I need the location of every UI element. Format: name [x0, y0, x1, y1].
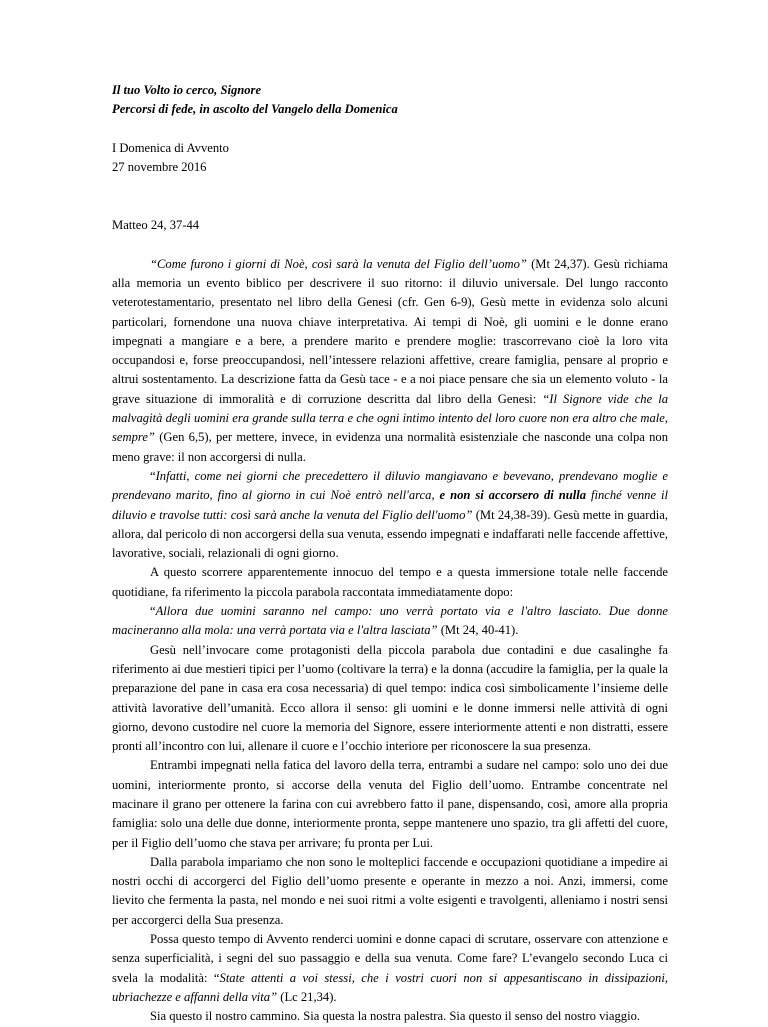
open-quote: “	[150, 604, 156, 619]
paragraph-6: Entrambi impegnati nella fatica del lavoro della terra, entrambi a sudare nel campo: solo uno dei due uomini, interiormente pronto, si accorse della venuta del Figlio dell’uomo. Entrambe concentrate nel macinare il grano per ottenere la farina con cui avrebbero fatto il pane, dispensando, così, amore alla propria famiglia: solo una delle due donne, interiormente pronta, seppe mantenere uno spazio, tra gli affetti del cuore, per il Figlio dell’uomo che stava per arrivare; fu pronta per Lui.	[112, 758, 668, 850]
paragraph-5: Gesù nell’invocare come protagonisti della piccola parabola due contadini e due casalinghe fa riferimento ai due mestieri tipici per l’uomo (coltivare la terra) e la donna (accudire la famiglia, per la quale la preparazione del pane in casa era cosa necessaria) di quel tempo: indica così simbolicamente l’insieme delle attività lavorative dell’umanità. Ecco allora il senso: gli uomini e le donne immersi nelle attività di ogni giorno, devono custodire nel cuore la memoria del Signore, essere interiormente attenti e non distratti, essere pronti all’incontro con lui, allenare il cuore e l’occhio interiore per riconoscere la sua presenza.	[112, 642, 668, 754]
paragraph-text: (Gen 6,5), per mettere, invece, in evidenza una normalità esistenziale che nasconde una colpa non meno grave: il non accorgersi di nulla.	[112, 430, 668, 464]
document-header	[112, 81, 668, 255]
series-subtitle: Percorsi di fede, in ascolto del Vangelo della Domenica	[112, 102, 398, 117]
gospel-quote: finché venne il diluvio e travolse tutti: così sarà anche la venuta del Figlio dell'uomo”	[112, 488, 668, 522]
genesis-quote: “Il Signore vide che la malvagità degli uomini era grande sulla terra e che ogni intimo intento del loro cuore non era altro che male, sempre”	[112, 391, 668, 445]
liturgical-occasion: I Domenica di Avvento	[112, 140, 229, 155]
emphasis-text: e non si accorsero di nulla	[439, 488, 587, 503]
paragraph-7: Dalla parabola impariamo che non sono le molteplici faccende e occupazioni quotidiane a impedire ai nostri occhi di accorgerci del Figlio dell’uomo presente e operante in mezzo a noi. Anzi, immersi, come lievito che fermenta la pasta, nel mondo e nei suoi ritmi a volte esigenti e travolgenti, alleniamo i nostri sensi per accorgerci della Sua presenza.	[112, 854, 668, 927]
verse-reference: (Lc 21,34).	[277, 989, 337, 1004]
paragraph-9: Sia questo il nostro cammino. Sia questa la nostra palestra. Sia questo il senso del nostro viaggio.	[150, 1009, 641, 1024]
document-body	[112, 255, 668, 1027]
verse-reference: (Mt 24,37).	[526, 256, 594, 271]
gospel-passage: Matteo 24, 37-44	[112, 218, 200, 233]
paragraph-2	[112, 467, 668, 563]
paragraph-text: Possa questo tempo di Avvento renderci uomini e donne capaci di scrutare, osservare con attenzione e senza superficialità, i segni del suo passaggio e della sua venuta. Come fare? L’evangelo secondo Luca ci svela la modalità:	[112, 932, 668, 985]
series-title: Il tuo Volto io cerco, Signore	[112, 83, 262, 97]
document-page	[112, 81, 668, 1027]
open-quote: “	[150, 468, 156, 483]
paragraph-1	[112, 255, 668, 467]
gospel-quote: Infatti, come nei giorni che precedettero il diluvio mangiavano e bevevano, prendevano moglie e prendevano marito, fino al giorno in cui Noè entrò nell'arca,	[112, 468, 668, 503]
gospel-quote: Allora due uomini saranno nel campo: uno verrà portato via e l'altro lasciato. Due donne macineranno alla mola: una verrà portata via e l'altra lasciata”	[112, 604, 668, 638]
verse-reference: (Mt 24, 40-41).	[437, 623, 519, 638]
gospel-quote: “Come furono i giorni di Noè, così sarà la venuta del Figlio dell’uomo”	[150, 256, 527, 271]
open-quote: “	[213, 970, 220, 985]
paragraph-3: A questo scorrere apparentemente innocuo del tempo e a questa immersione totale nelle faccende quotidiane, fa riferimento la piccola parabola raccontata immediatamente dopo:	[112, 565, 668, 599]
gospel-quote: State attenti a voi stessi, che i vostri cuori non si appesantiscano in dissipazioni, ubriachezze e affanni della vita”	[112, 970, 668, 1004]
paragraph-text: Gesù richiama alla memoria un evento biblico per descrivere il suo ritorno: il diluvio universale. Del lungo racconto veterotestamentario, presentato nel libro della Genesi (cfr. Gen 6-9), Gesù mette in evidenza solo alcuni particolari, fornendone una nuova chiave interpretativa. Ai tempi di Noè, gli uomini e le donne erano impegnati a mangiare e a bere, a prendere marito e prendere moglie: trascorrevano cioè la loro vita occupandosi e, forse preoccupandosi, nell’intessere relazioni affettive, creare famiglia, pensare al proprio e altrui sostentamento. La descrizione fatta da Gesù tace - e a noi piace pensare che sia un elemento voluto - la grave situazione di immoralità e di corruzione descritta dal libro della Genesi:	[112, 256, 668, 406]
paragraph-4	[112, 602, 668, 641]
paragraph-text: (Mt 24,38-39). Gesù mette in guardia, allora, dal pericolo di non accorgersi della sua venuta, essendo impegnati e indaffarati nelle faccende affettive, lavorative, sociali, relazionali di ogni giorno.	[112, 507, 668, 561]
paragraph-8	[112, 930, 668, 1007]
document-date: 27 novembre 2016	[112, 160, 207, 175]
